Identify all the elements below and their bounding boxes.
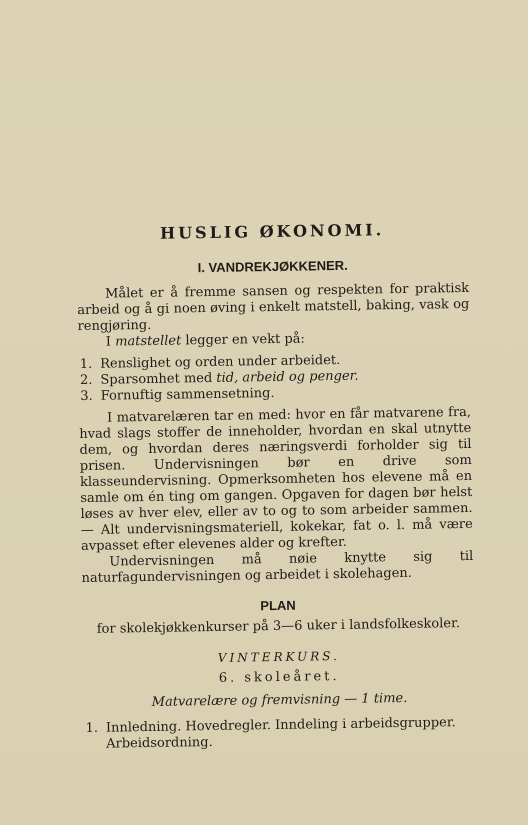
matstell-prefix: I: [105, 334, 116, 350]
intro-paragraph: Målet er å fremme sansen og respekten for praktisk arbeid og å gi noen øving i enkelt matstell, baking, vask og rengjøring.: [77, 280, 470, 335]
section-title: I. VANDREKJØKKENER.: [197, 257, 348, 276]
plan-title: PLAN: [260, 597, 296, 614]
matvarelaere-paragraph: I matvarelæren tar en med: hvor en får matvarene fra, hvad slags stoffer de inneholder, hvordan en skal utnytte dem, og hvordan deres næringsverdi forholder sig til prisen. Undervisningen bør en drive som klasseundervisning. Opmerksomheten hos elevene må en samle om én ting om gangen. Opgaven for dagen bør helst løses av hver elev, eller av to og to som arbeider sammen. — Alt undervisningsmateriell, kokekar, fat o. l. må være avpasset efter elevenes alder og krefter.: [79, 404, 473, 555]
matstell-emphasis: matstellet: [115, 333, 182, 350]
plan-subtitle: for skolekjøkkenkurser på 3—6 uker i landsfolkeskoler.: [96, 616, 461, 637]
school-year: 6. skoleåret.: [218, 668, 340, 686]
list-text-emphasis: tid, arbeid og penger.: [216, 368, 359, 386]
list-number: 1.: [79, 356, 93, 373]
natur-paragraph: Undervisningen må nøie knytte sig til naturfagundervisningen og arbeidet i skolehagen.: [81, 548, 474, 587]
list-text-prefix: Sparsomhet med: [100, 370, 217, 388]
document-title: HUSLIG ØKONOMI.: [159, 220, 385, 243]
list-text: Renslighet og orden under arbeidet.: [100, 352, 341, 372]
course-item-number: 1.: [85, 720, 99, 736]
document-content: [76, 219, 476, 753]
list-text: Fornuftig sammensetning.: [100, 385, 275, 404]
matstell-suffix: legger en vekt på:: [181, 331, 305, 349]
priority-list: [78, 351, 471, 405]
winter-course-title: VINTERKURS.: [217, 648, 340, 665]
list-number: 2.: [79, 372, 93, 389]
course-item-text: Innledning. Hovedregler. Inndeling i arbeidsgrupper.: [105, 715, 456, 736]
subject-heading: Matvarelære og fremvisning — 1 time.: [151, 690, 408, 710]
course-item-continuation: Arbeidsordning.: [106, 734, 213, 752]
list-number: 3.: [80, 388, 93, 405]
